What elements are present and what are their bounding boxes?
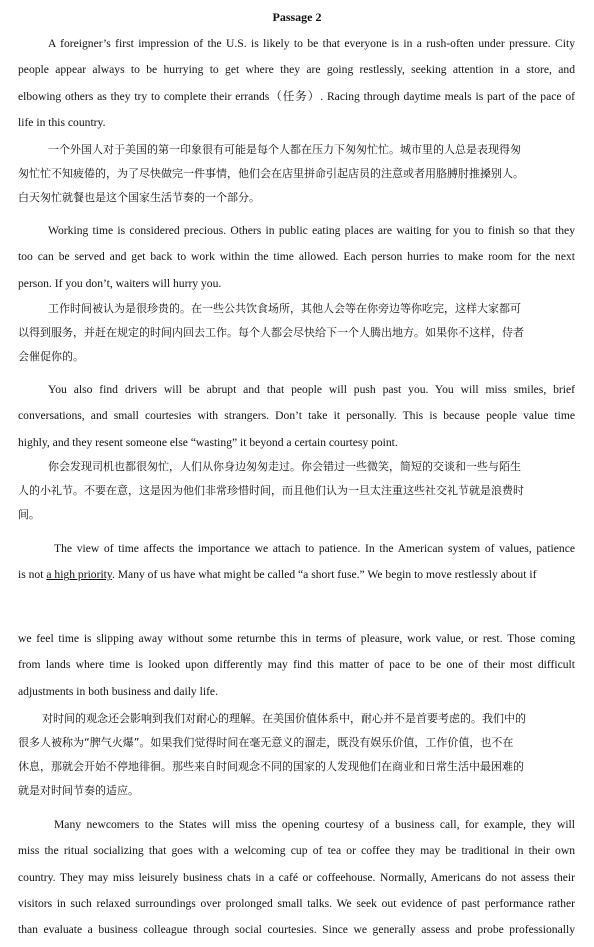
- underlined-phrase: a high priority: [46, 568, 112, 582]
- paragraph-5: [18, 626, 575, 705]
- text-line: 会催促你的。: [18, 350, 84, 363]
- text-line: 对时间的观念还会影响到我们对耐心的理解。在美国价值体系中，耐心并不是首要考虑的。我们中的: [42, 712, 526, 725]
- text-line: person. If you don’t, waiters will hurry you.: [18, 276, 222, 290]
- text-line: 就是对时间节奏的适应。: [18, 784, 139, 797]
- translation-1: [18, 138, 575, 210]
- passage-title: Passage 2: [272, 10, 322, 24]
- text-line: 以得到服务，并赶在规定的时间内回去工作。每个人都会尽快给下一个人腾出地方。如果你不这样，侍者: [18, 326, 524, 339]
- text-line: too can be served and get back to work within the time allowed. Each person hurries to make room for the next: [18, 250, 575, 264]
- text-line: 白天匆忙就餐也是这个国家生活节奏的一个部分。: [18, 191, 260, 204]
- paragraph-6: [18, 812, 575, 943]
- text-fragment: . Many of us have what might be called “a short fuse.” We begin to move restlessly about if: [111, 568, 537, 582]
- text-line: conversations, and small courtesies with strangers. Don’t take it personally. This is because people value time: [18, 409, 575, 423]
- text-line: 休息，那就会开始不停地徘徊。那些来自时间观念不同的国家的人发现他们在商业和日常生活中最困难的: [18, 760, 524, 773]
- text-line: elbowing others as they try to complete their errands（任务）. Racing through daytime meals is part of the pace of: [18, 89, 575, 103]
- text-line: Many newcomers to the States will miss the opening courtesy of a business call, for example, they will: [54, 818, 575, 831]
- text-line: You also find drivers will be abrupt and that people will push past you. You will miss smiles, brief: [48, 383, 575, 396]
- text-line: life in this country.: [18, 115, 106, 129]
- paragraph-4: [18, 536, 575, 589]
- text-line: 你会发现司机也都很匆忙，人们从你身边匆匆走过。你会错过一些微笑，简短的交谈和一些与陌生: [48, 460, 521, 473]
- paragraph-3: [18, 377, 575, 456]
- text-line: we feel time is slipping away without some returnbe this in terms of pleasure, work value, or rest. Those coming: [18, 632, 575, 645]
- text-line: [18, 562, 575, 588]
- text-line: 工作时间被认为是很珍贵的。在一些公共饮食场所，其他人会等在你旁边等你吃完，这样大家都可: [48, 302, 521, 315]
- text-line: The view of time affects the importance we attach to patience. In the American system of values, patience: [54, 542, 575, 555]
- text-line: people appear always to be hurrying to get where they are going restlessly, seeking attention in a store, and: [18, 63, 575, 77]
- text-line: 很多人被称为“脾气火爆”。如果我们觉得时间在毫无意义的溜走，既没有娱乐价值，工作价值，也不在: [18, 736, 514, 749]
- text-line: miss the ritual socializing that goes with a welcoming cup of tea or coffee they may be traditional in their own: [18, 844, 575, 858]
- text-line: 一个外国人对于美国的第一印象很有可能是每个人都在压力下匆匆忙忙。城市里的人总是表现得匆: [48, 143, 521, 156]
- text-line: 间。: [18, 508, 40, 521]
- text-fragment: is not: [18, 568, 47, 582]
- text-line: Working time is considered precious. Others in public eating places are waiting for you to finish so that they: [48, 224, 575, 237]
- text-line: country. They may miss leisurely business chats in a café or coffeehouse. Normally, Americans do not assess their: [18, 870, 575, 884]
- translation-4: [18, 707, 575, 803]
- translation-3: [18, 455, 575, 527]
- text-line: 匆忙忙不知疲倦的，为了尽快做完一件事情，他们会在店里拼命引起店员的注意或者用胳膊肘推搡别人。: [18, 167, 524, 180]
- translation-2: [18, 297, 575, 369]
- text-line: from lands where time is looked upon differently may find this matter of pace to be one of their most difficult: [18, 658, 575, 672]
- text-line: visitors in such relaxed surroundings over prolonged small talks. We seek out evidence of past performance rather: [18, 896, 575, 910]
- text-line: than evaluate a business colleague through social courtesies. Since we generally assess and probe professionally: [18, 923, 575, 937]
- paragraph-2: [18, 218, 575, 297]
- text-line: 人的小礼节。不要在意，这是因为他们非常珍惜时间，而且他们认为一旦太注重这些社交礼节就是浪费时: [18, 484, 524, 497]
- paragraph-1: [18, 31, 575, 136]
- text-line: adjustments in both business and daily life.: [18, 684, 218, 698]
- text-line: highly, and they resent someone else “wasting” it beyond a certain courtesy point.: [18, 435, 398, 449]
- text-line: A foreigner’s first impression of the U.S. is likely to be that everyone is in a rush-often under pressure. City: [48, 37, 575, 50]
